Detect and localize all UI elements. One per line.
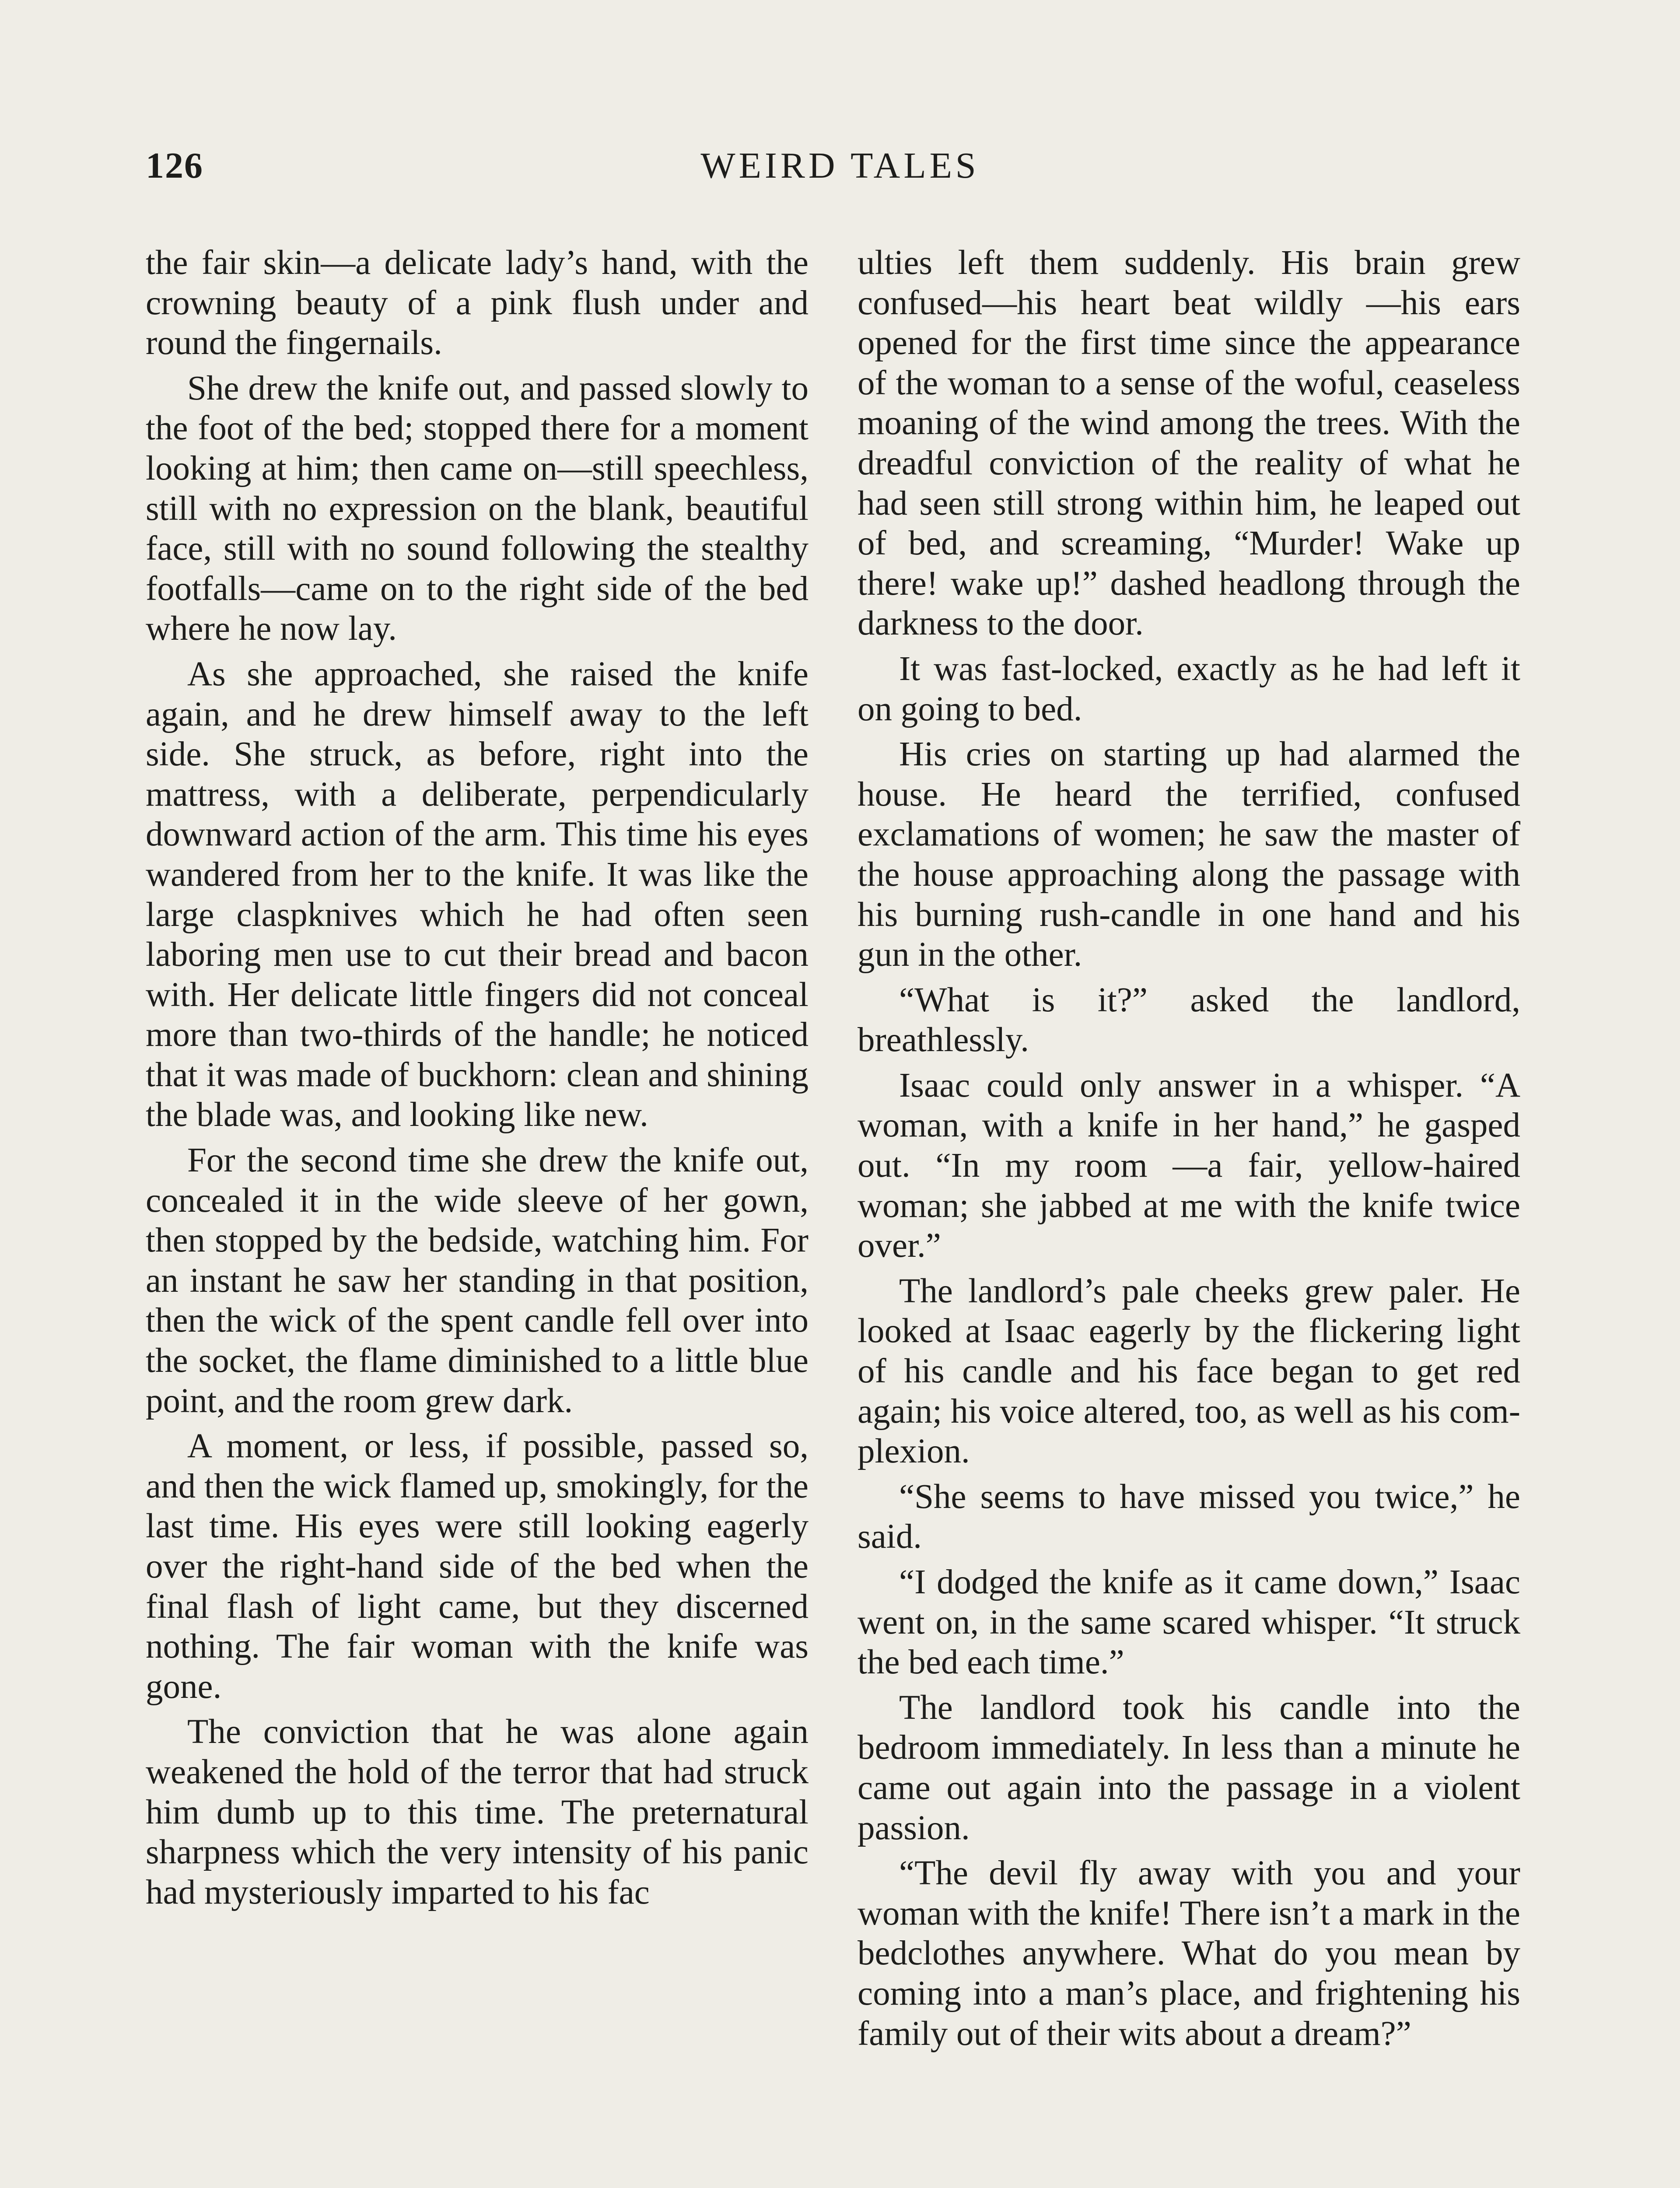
paragraph: “What is it?” asked the landlord, breathlessly.	[858, 981, 1520, 1059]
paragraph: She drew the knife out, and passed slowly to the foot of the bed; stopped there for a moment looking at him; then came on—still speechless, still with no expression on the blank, beautiful face, still with no sound following the stealthy footfalls—came on to the right side of the bed where he now lay.	[146, 369, 808, 648]
paragraph: The conviction that he was alone again weakened the hold of the terror that had struck him dumb up to this time. The preternatural sharpness which the very intensity of his panic had mysteriously imparted to his fac	[146, 1713, 808, 1911]
paragraph: For the second time she drew the knife out, concealed it in the wide sleeve of her gown, then stopped by the bedside, watching him. For an instant he saw her standing in that position, then the wick of the spent candle fell over into the socket, the flame diminished to a little blue point, and the room grew dark.	[146, 1141, 808, 1420]
left-column	[146, 243, 808, 1918]
paragraph: A moment, or less, if possible, passed so, and then the wick flamed up, smokingly, for the last time. His eyes were still looking eagerly over the right-hand side of the bed when the final flash of light came, but they discerned nothing. The fair woman with the knife was gone.	[146, 1427, 808, 1706]
paragraph: It was fast-locked, exactly as he had left it on going to bed.	[858, 649, 1520, 728]
paragraph: ulties left them suddenly. His brain grew confused—his heart beat wildly —his ears opened for the first time since the appearance of the woman to a sense of the woful, ceaseless moaning of the wind among the trees. With the dreadful conviction of the reality of what he had seen still strong within him, he leaped out of bed, and screaming, “Murder! Wake up there! wake up!” dashed headlong through the darkness to the door.	[858, 244, 1520, 643]
paragraph: the fair skin—a delicate lady’s hand, with the crowning beauty of a pink flush under and round the fingernails.	[146, 244, 808, 362]
page-number: 126	[146, 145, 203, 186]
paragraph: “She seems to have missed you twice,” he said.	[858, 1477, 1520, 1556]
paragraph: The landlord’s pale cheeks grew paler. He looked at Isaac eagerly by the flickering light of his candle and his face began to get red again; his voice altered, too, as well as his complexion.	[858, 1272, 1520, 1471]
paragraph: As she approached, she raised the knife again, and he drew himself away to the left side. She struck, as before, right into the mattress, with a deliberate, perpendicularly downward action of the arm. This time his eyes wandered from her to the knife. It was like the large claspknives which he had often seen laboring men use to cut their bread and bacon with. Her delicate little fingers did not conceal more than two-thirds of the handle; he noticed that it was made of buckhorn: clean and shining the blade was, and looking like new.	[146, 655, 808, 1134]
paragraph: Isaac could only answer in a whisper. “A woman, with a knife in her hand,” he gasped out. “In my room —a fair, yellow-haired woman; she jabbed at me with the knife twice over.”	[858, 1066, 1520, 1265]
paragraph: “The devil fly away with you and your woman with the knife! There isn’t a mark in the bedclothes anywhere. What do you mean by coming into a man’s place, and frightening his family out of their wits about a dream?”	[858, 1854, 1520, 2053]
paragraph: The landlord took his candle into the bedroom immediately. In less than a minute he came out again into the passage in a violent passion.	[858, 1688, 1520, 1847]
paragraph: “I dodged the knife as it came down,” Isaac went on, in the same scared whisper. “It struck the bed each time.”	[858, 1563, 1520, 1682]
right-column	[858, 243, 1520, 2059]
running-head: WEIRD TALES	[700, 145, 980, 186]
paragraph: His cries on starting up had alarmed the house. He heard the terrified, confused exclamations of women; he saw the master of the house approaching along the passage with his burning rush-candle in one hand and his gun in the other.	[858, 735, 1520, 974]
